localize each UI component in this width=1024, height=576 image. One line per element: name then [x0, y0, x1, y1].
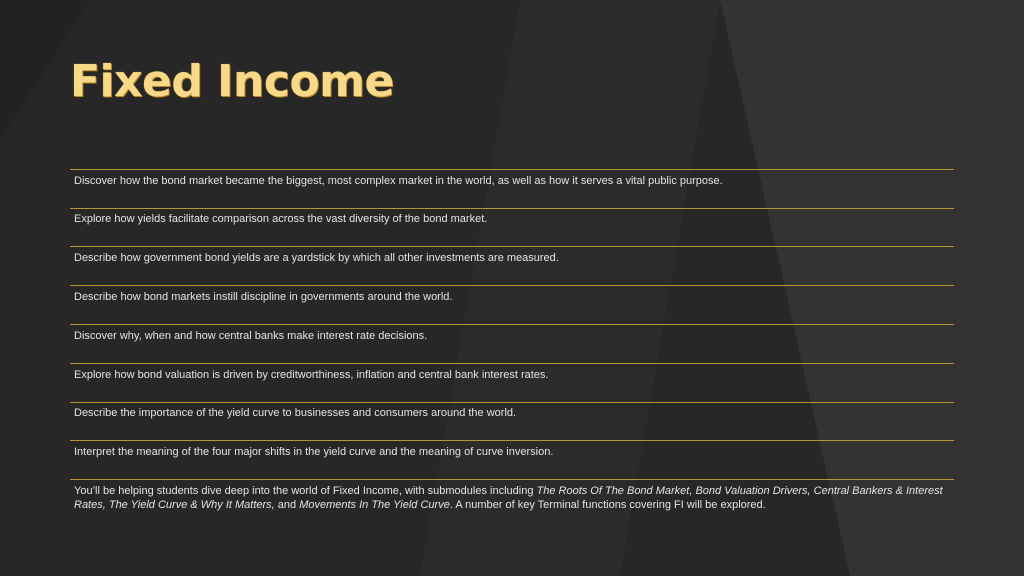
divider-line [70, 363, 954, 364]
bullet-item-5: Discover why, when and how central banks make interest rate decisions. [74, 330, 428, 342]
summary-intro: You’ll be helping students dive deep into the world of Fixed Income, with submodules including [74, 485, 537, 497]
summary-paragraph [74, 484, 950, 512]
slide-title: Fixed Income [70, 56, 394, 107]
bullet-item-8: Interpret the meaning of the four major shifts in the yield curve and the meaning of curve inversion. [74, 446, 554, 458]
bullet-item-3: Describe how government bond yields are a yardstick by which all other investments are measured. [74, 252, 559, 264]
divider-line [70, 285, 954, 286]
bullet-item-1: Discover how the bond market became the biggest, most complex market in the world, as well as how it serves a vital public purpose. [74, 175, 723, 187]
summary-outro: . A number of key Terminal functions covering FI will be explored. [449, 499, 766, 511]
summary-modules: The Roots Of The Bond Market, Bond Valuation Drivers, Central Bankers & Interest Rates, The Yield Curve & Why It Matters, [74, 485, 943, 511]
summary-and: and [274, 499, 300, 511]
divider-line [70, 169, 954, 170]
bullet-item-6: Explore how bond valuation is driven by creditworthiness, inflation and central bank interest rates. [74, 369, 549, 381]
divider-line [70, 402, 954, 403]
divider-line [70, 246, 954, 247]
divider-line [70, 479, 954, 480]
bullet-item-7: Describe the importance of the yield curve to businesses and consumers around the world. [74, 407, 517, 419]
bullet-item-2: Explore how yields facilitate comparison across the vast diversity of the bond market. [74, 213, 488, 225]
divider-line [70, 440, 954, 441]
divider-line [70, 324, 954, 325]
bullet-item-4: Describe how bond markets instill discipline in governments around the world. [74, 291, 453, 303]
divider-line [70, 208, 954, 209]
summary-last-module: Movements In The Yield Curve [299, 499, 450, 511]
